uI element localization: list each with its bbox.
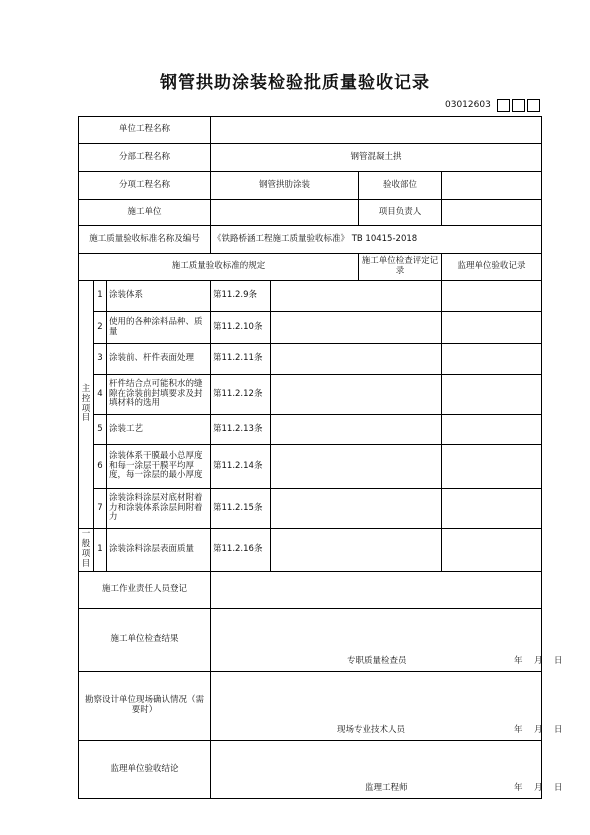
table-row	[79, 344, 542, 375]
item-clause: 第11.2.12条	[211, 375, 271, 415]
page-title: 钢管拱助涂装检验批质量验收记录	[160, 73, 430, 93]
spec-column-header: 施工质量验收标准的规定	[79, 254, 359, 281]
row-item-project	[79, 172, 542, 200]
self-check-cell[interactable]	[271, 529, 442, 572]
supervision-conclusion-field[interactable]	[211, 741, 563, 799]
item-no: 6	[94, 445, 107, 489]
supervision-column-header: 监理单位验收记录	[442, 254, 542, 281]
form-code	[445, 97, 540, 113]
supervision-cell[interactable]	[442, 344, 542, 375]
item-desc: 涂装工艺	[107, 415, 211, 445]
code-box-1[interactable]	[497, 99, 510, 112]
standard-label: 施工质量验收标准名称及编号	[79, 226, 211, 254]
date-day: 日	[554, 783, 563, 794]
sub-project-label: 分部工程名称	[79, 144, 211, 172]
worker-label: 施工作业责任人员登记	[79, 572, 211, 609]
date-year: 年	[514, 656, 523, 667]
item-project-label: 分项工程名称	[79, 172, 211, 200]
self-check-cell[interactable]	[271, 312, 442, 344]
item-no: 1	[94, 281, 107, 312]
design-field[interactable]	[211, 672, 563, 741]
acceptance-record-table	[78, 116, 563, 799]
construction-result-field[interactable]	[211, 609, 563, 672]
table-row	[79, 415, 542, 445]
row-construction-result	[79, 609, 542, 672]
sub-project-field[interactable]: 钢管混凝土拱	[211, 144, 542, 172]
design-label: 勘察设计单位现场确认情况（需要时）	[79, 672, 211, 741]
table-row	[79, 445, 542, 489]
unit-project-field[interactable]	[211, 117, 542, 144]
supervision-cell[interactable]	[442, 415, 542, 445]
item-no: 2	[94, 312, 107, 344]
supervision-conclusion-label: 监理单位验收结论	[79, 741, 211, 799]
self-check-cell[interactable]	[271, 415, 442, 445]
supervision-cell[interactable]	[442, 375, 542, 415]
table-row	[79, 281, 542, 312]
item-clause: 第11.2.11条	[211, 344, 271, 375]
table-row	[79, 375, 542, 415]
design-signer-label: 现场专业技术人员	[337, 725, 406, 736]
supervision-signer-label: 监理工程师	[365, 783, 408, 794]
item-desc: 涂装体系干膜最小总厚度和每一涂层干膜平均厚度，每一涂层的最小厚度	[107, 445, 211, 489]
worker-field[interactable]	[211, 572, 542, 609]
date-month: 月	[534, 656, 543, 667]
supervision-cell[interactable]	[442, 445, 542, 489]
item-clause: 第11.2.9条	[211, 281, 271, 312]
supervision-cell[interactable]	[442, 281, 542, 312]
item-clause: 第11.2.10条	[211, 312, 271, 344]
project-leader-field[interactable]	[442, 200, 542, 226]
item-desc: 使用的各种涂料品种、质量	[107, 312, 211, 344]
item-no: 7	[94, 489, 107, 529]
item-desc: 涂装前、杆件表面处理	[107, 344, 211, 375]
self-check-cell[interactable]	[271, 375, 442, 415]
main-control-group-label: 主控项目	[79, 281, 94, 529]
item-desc: 涂装体系	[107, 281, 211, 312]
date-year: 年	[514, 783, 523, 794]
supervision-cell[interactable]	[442, 312, 542, 344]
date-month: 月	[534, 725, 543, 736]
item-no: 5	[94, 415, 107, 445]
row-design-confirm	[79, 672, 542, 741]
construction-signer-label: 专职质量检查员	[347, 656, 407, 667]
item-no: 4	[94, 375, 107, 415]
unit-project-label: 单位工程名称	[79, 117, 211, 144]
standard-value: 《铁路桥涵工程施工质量验收标准》 TB 10415-2018	[211, 226, 542, 254]
construction-result-label: 施工单位检查结果	[79, 609, 211, 672]
supervision-cell[interactable]	[442, 529, 542, 572]
row-worker	[79, 572, 542, 609]
general-group-label: 一般项目	[79, 529, 94, 572]
form-code-text: 03012603	[445, 100, 491, 110]
item-desc: 杆件结合点可能积水的缝隙在涂装前封填要求及封填材料的选用	[107, 375, 211, 415]
row-construction-unit	[79, 200, 542, 226]
acceptance-part-field[interactable]	[442, 172, 542, 200]
project-leader-label: 项目负责人	[359, 200, 442, 226]
date-day: 日	[554, 656, 563, 667]
item-project-field[interactable]: 钢管拱肋涂装	[211, 172, 359, 200]
row-sub-project	[79, 144, 542, 172]
table-row	[79, 529, 542, 572]
self-check-cell[interactable]	[271, 445, 442, 489]
item-clause: 第11.2.13条	[211, 415, 271, 445]
self-check-cell[interactable]	[271, 489, 442, 529]
item-clause: 第11.2.15条	[211, 489, 271, 529]
item-no: 1	[94, 529, 107, 572]
code-box-2[interactable]	[512, 99, 525, 112]
acceptance-part-label: 验收部位	[359, 172, 442, 200]
construction-unit-field[interactable]	[211, 200, 359, 226]
code-box-3[interactable]	[527, 99, 540, 112]
date-year: 年	[514, 725, 523, 736]
row-column-headers	[79, 254, 542, 281]
date-month: 月	[534, 783, 543, 794]
item-desc: 涂装涂料涂层对底材附着力和涂装体系涂层间附着力	[107, 489, 211, 529]
item-no: 3	[94, 344, 107, 375]
table-row	[79, 489, 542, 529]
row-standard	[79, 226, 542, 254]
table-row	[79, 312, 542, 344]
item-clause: 第11.2.14条	[211, 445, 271, 489]
row-unit-project	[79, 117, 542, 144]
self-check-cell[interactable]	[271, 281, 442, 312]
construction-unit-label: 施工单位	[79, 200, 211, 226]
date-day: 日	[554, 725, 563, 736]
self-check-column-header: 施工单位检查评定记录	[359, 254, 442, 281]
self-check-cell[interactable]	[271, 344, 442, 375]
row-supervision-conclusion	[79, 741, 542, 799]
item-clause: 第11.2.16条	[211, 529, 271, 572]
item-desc: 涂装涂料涂层表面质量	[107, 529, 211, 572]
supervision-cell[interactable]	[442, 489, 542, 529]
